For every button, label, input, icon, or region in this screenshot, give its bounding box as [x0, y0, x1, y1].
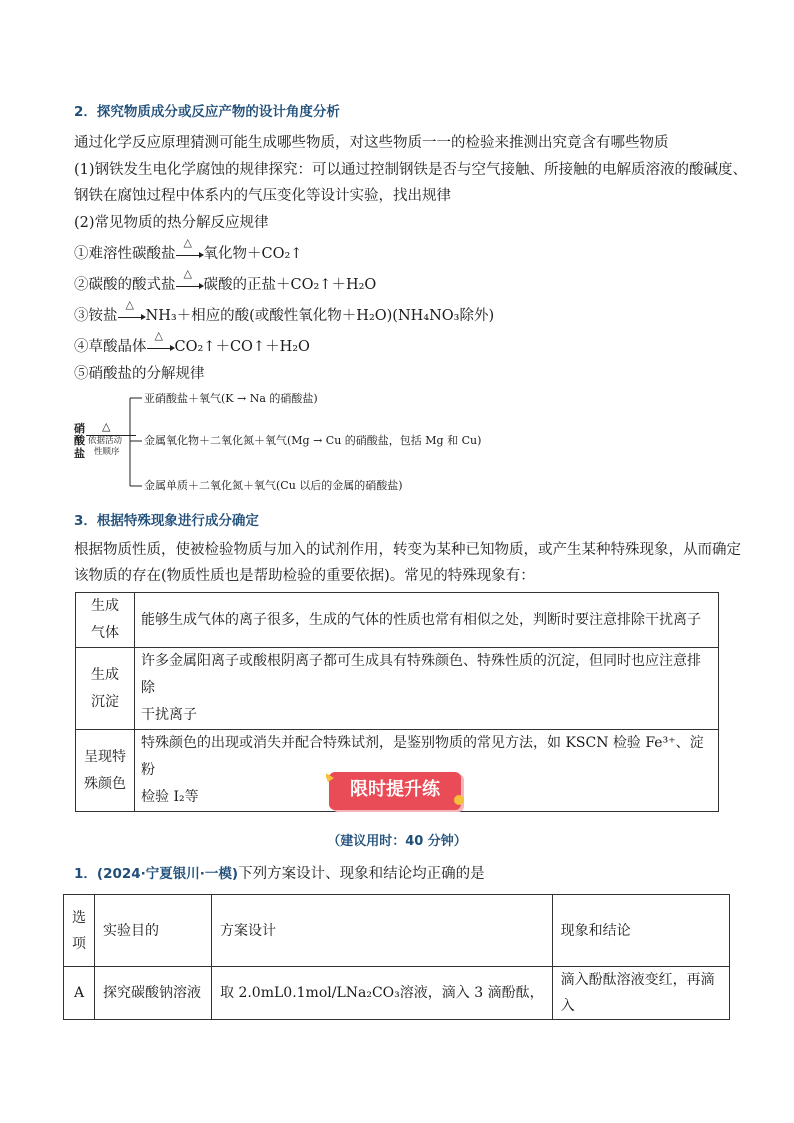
- rule-4: [74, 329, 310, 357]
- nitrate-branch-1: 亚硝酸盐＋氧气(K → Na 的硝酸盐): [144, 392, 318, 405]
- practice-badge: [326, 770, 470, 814]
- rule-2: [74, 267, 377, 295]
- table-row: [76, 593, 719, 648]
- table-value: 许多金属阳离子或酸根阴离子都可生成具有特殊颜色、特殊性质的沉淀，但同时也应注意排除 干扰离子: [135, 648, 719, 730]
- table-value: 特殊颜色的出现或消失并配合特殊试剂，是鉴别物质的常见方法，如 KSCN 检验 Fe³⁺、淀粉 检验 I₂等: [135, 730, 719, 812]
- heat-arrow-icon: △: [176, 247, 204, 261]
- section3-intro-2: 该物质的存在(物质性质也是帮助检验的重要依据)。常见的特殊现象有：: [74, 568, 535, 584]
- item2: (2)常见物质的热分解反应规律: [74, 215, 269, 231]
- table-value: 能够生成气体的离子很多，生成的气体的性质也常有相似之处，判断时要注意排除干扰离子: [135, 593, 719, 648]
- table-key: 生成 气体: [76, 593, 135, 648]
- rule-3: [74, 298, 495, 326]
- rule-right: CO₂↑＋CO↑＋H₂O: [174, 339, 310, 355]
- heat-arrow-icon: △: [147, 340, 175, 354]
- question-number: 1．: [74, 866, 97, 882]
- row-result: 滴入酚酞溶液变红，再滴入: [552, 967, 729, 1020]
- heat-triangle-icon: △: [102, 420, 111, 433]
- rule-left: ④草酸晶体: [74, 339, 147, 355]
- question-stem: 下列方案设计、现象和结论均正确的是: [238, 866, 485, 882]
- rule-1: [74, 236, 303, 264]
- item1-line1: (1)钢铁发生电化学腐蚀的规律探究：可以通过控制钢铁是否与空气接触、所接触的电解质溶液的酸碱度、: [74, 162, 748, 178]
- nitrate-branch-2: 金属氧化物＋二氧化氮＋氧气(Mg → Cu 的硝酸盐，包括 Mg 和 Cu): [144, 434, 482, 447]
- question-source: (2024·宁夏银川·一模): [96, 866, 239, 882]
- section2-heading: 2．探究物质成分或反应产物的设计角度分析: [74, 104, 340, 120]
- question-table: [63, 894, 730, 1020]
- section2-intro: 通过化学反应原理猜测可能生成哪些物质，对这些物质一一的检验来推测出究竟含有哪些物质: [74, 135, 669, 151]
- condition-text-1: 依据活动: [88, 436, 123, 446]
- nitrate-label-3: 盐: [74, 447, 85, 460]
- badge-label: 限时提升练: [350, 779, 440, 800]
- header-design: 方案设计: [212, 895, 553, 967]
- section3-heading: 3．根据特殊现象进行成分确定: [74, 513, 259, 529]
- table-row: [64, 967, 730, 1020]
- question-1: [74, 864, 485, 884]
- header-goal: 实验目的: [95, 895, 212, 967]
- table-key: 呈现特 殊颜色: [76, 730, 135, 812]
- branch-brace: [72, 390, 152, 496]
- header-option: 选 项: [64, 895, 95, 967]
- nitrate-label-1: 硝: [74, 422, 85, 435]
- row-option: A: [64, 967, 95, 1020]
- heat-arrow-icon: △: [176, 278, 204, 292]
- table-row: [76, 648, 719, 730]
- row-design: 取 2.0mL0.1mol/LNa₂CO₃溶液，滴入 3 滴酚酞，: [212, 967, 553, 1020]
- rule-right: 碳酸的正盐＋CO₂↑＋H₂O: [203, 277, 377, 293]
- section3-intro-1: 根据物质性质，使被检验物质与加入的试剂作用，转变为某种已知物质，或产生某种特殊现象，从而确定: [74, 542, 741, 558]
- rule-right: 氧化物＋CO₂↑: [203, 246, 303, 262]
- nitrate-diagram: [72, 390, 482, 496]
- row-goal: 探究碳酸钠溶液: [95, 967, 212, 1020]
- nitrate-branch-3: 金属单质＋二氧化氮＋氧气(Cu 以后的金属的硝酸盐): [144, 479, 403, 492]
- suggested-time: （建议用时：40 分钟）: [327, 834, 467, 849]
- header-result: 现象和结论: [552, 895, 729, 967]
- rule-right: NH₃＋相应的酸(或酸性氧化物＋H₂O)(NH₄NO₃除外): [145, 308, 495, 324]
- rule-left: ②碳酸的酸式盐: [74, 277, 176, 293]
- rule-left: ①难溶性碳酸盐: [74, 246, 176, 262]
- table-header-row: [64, 895, 730, 967]
- table-key: 生成 沉淀: [76, 648, 135, 730]
- item1-line2: 钢铁在腐蚀过程中体系内的气压变化等设计实验，找出规律: [74, 188, 451, 204]
- condition-text-2: 性顺序: [94, 447, 120, 457]
- heat-arrow-icon: △: [118, 309, 146, 323]
- rule-left: ③铵盐: [74, 308, 118, 324]
- rule-5: ⑤硝酸盐的分解规律: [74, 366, 205, 382]
- nitrate-label-2: 酸: [74, 434, 85, 447]
